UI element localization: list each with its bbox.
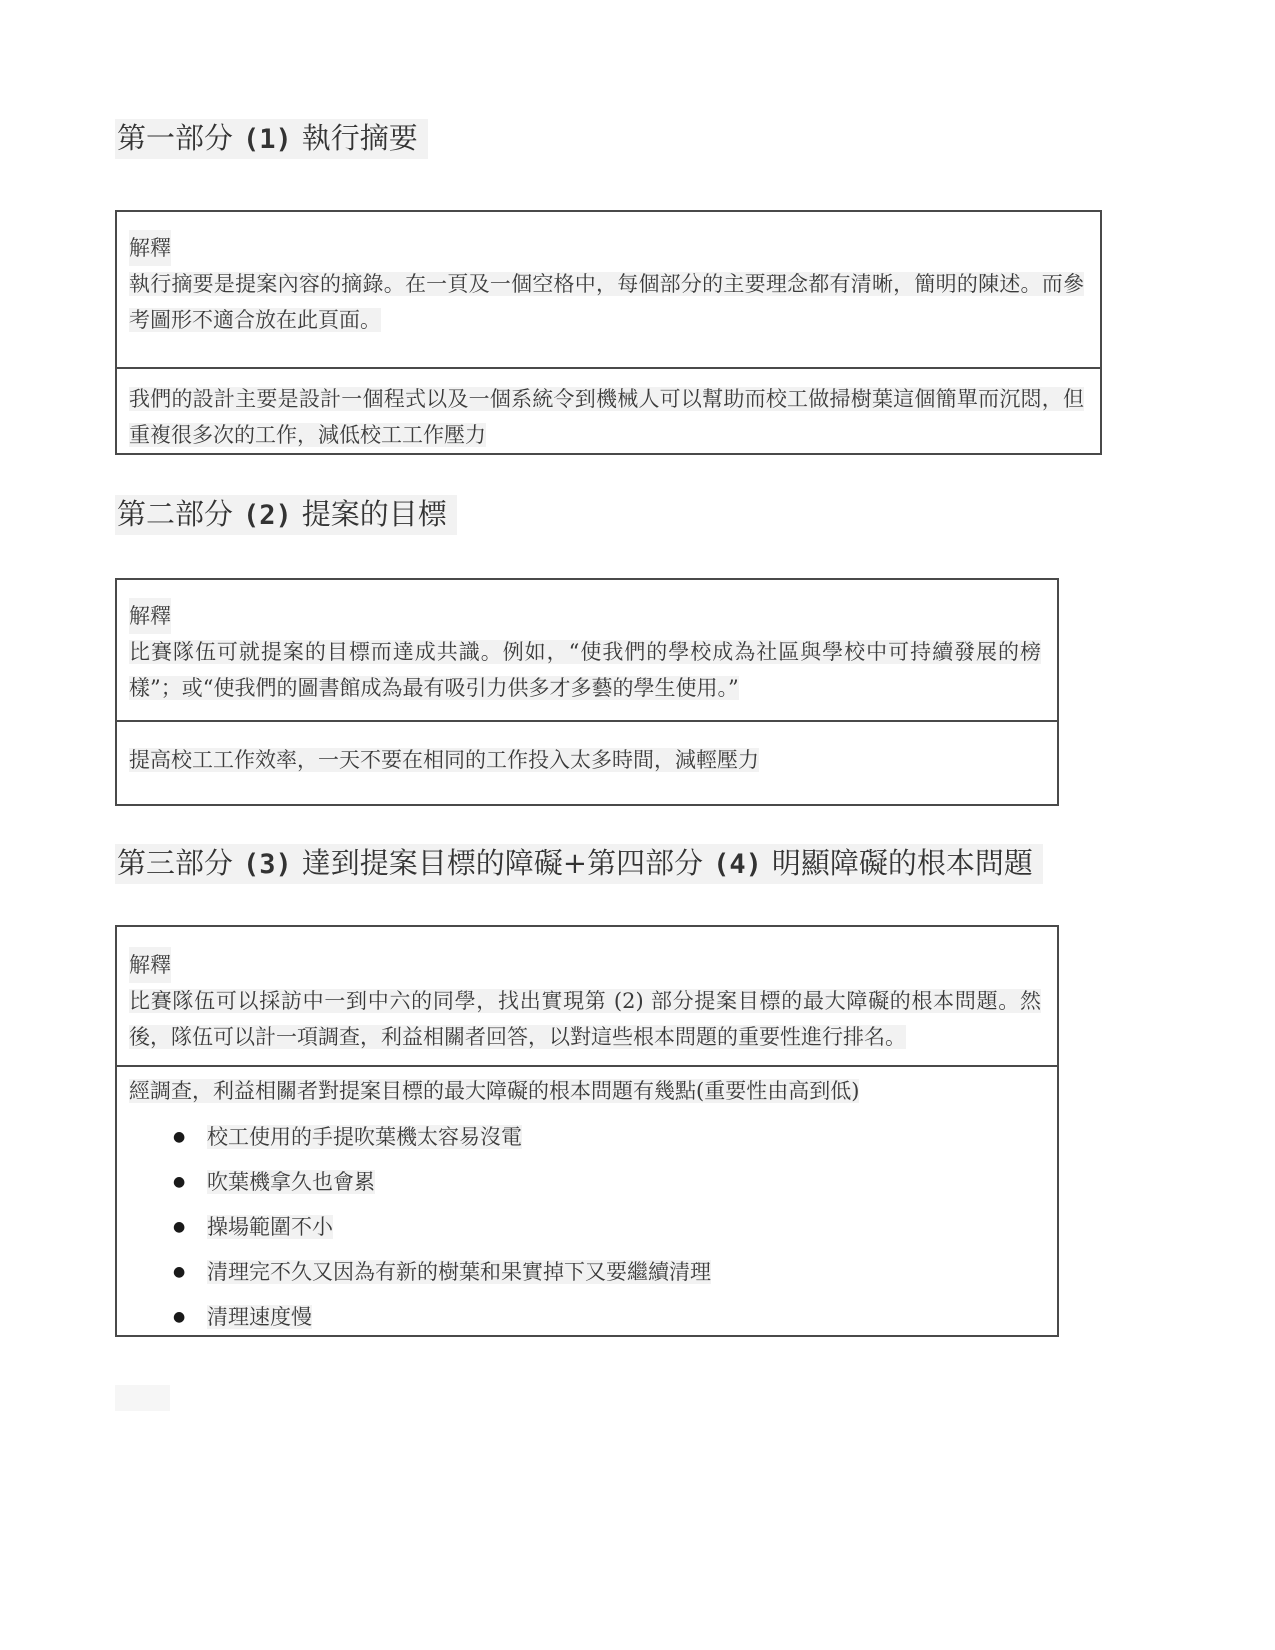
section-3-explain-cell [117,927,1057,1067]
root-problem-item [173,1254,1041,1290]
root-problem-text: 清理速度慢 [207,1305,312,1329]
heading-part: 達到提案目標的障礙+第四部分 [301,846,704,880]
heading-part: 執行摘要 [301,121,418,155]
section-3-explain-text: 比賽隊伍可以採訪中一到中六的同學，找出實現第 (2) 部分提案目標的最大障礙的根本問題。然後，隊伍可以計一項調查，利益相關者回答，以對這些根本問題的重要性進行排名。 [129,989,1041,1049]
section-1-explain-cell [117,212,1100,369]
bullet-icon: ● [173,1264,186,1280]
root-problem-text: 吹葉機拿久也會累 [207,1170,375,1194]
root-problem-text: 操場範圍不小 [207,1215,333,1239]
heading-part: 提案的目標 [301,497,447,531]
bullet-icon: ● [173,1219,186,1235]
heading-part: 明顯障礙的根本問題 [771,846,1033,880]
section-1-box [115,210,1102,455]
section-2-explain-cell [117,580,1057,722]
section-1-heading-text [115,119,428,159]
section-3-answer-cell [117,1067,1057,1335]
section-1-answer-text: 我們的設計主要是設計一個程式以及一個系統令到機械人可以幫助而校工做掃樹葉這個簡單而沉悶，但重複很多次的工作，減低校工工作壓力 [129,387,1084,447]
bullet-icon: ● [173,1309,186,1325]
heading-part: 第一部分 [117,121,234,155]
section-3-heading [115,843,1043,885]
section-2-explain-text: 比賽隊伍可就提案的目標而達成共識。例如，“使我們的學校成為社區與學校中可持續發展的榜樣”；或“使我們的圖書館成為最有吸引力供多才多藝的學生使用。” [129,640,1041,700]
empty-highlight-placeholder [115,1385,170,1411]
heading-part: 第二部分 [117,497,234,531]
bullet-icon: ● [173,1174,186,1190]
heading-part: (2) [243,500,292,531]
explain-label: 解釋 [129,598,1041,634]
heading-part: (4) [713,849,762,880]
root-problem-text: 清理完不久又因為有新的樹葉和果實掉下又要繼續清理 [207,1260,711,1284]
section-2-answer-cell [117,722,1057,804]
section-1-answer-cell [117,369,1100,453]
section-1-heading [115,118,428,160]
section-1-explain-text: 執行摘要是提案內容的摘錄。在一頁及一個空格中，每個部分的主要理念都有清晰，簡明的陳述。而參考圖形不適合放在此頁面。 [129,272,1084,332]
section-3-heading-text [115,844,1043,884]
bullet-icon: ● [173,1129,186,1145]
heading-part: (1) [243,124,292,155]
explain-label: 解釋 [129,230,1084,266]
explain-label: 解釋 [129,947,1041,983]
heading-part: (3) [243,849,292,880]
section-3-answer-intro: 經調查，利益相關者對提案目標的最大障礙的根本問題有幾點(重要性由高到低) [129,1079,860,1103]
section-2-heading-text [115,495,457,535]
root-problem-item [173,1164,1041,1200]
section-2-answer-text: 提高校工工作效率，一天不要在相同的工作投入太多時間，減輕壓力 [129,748,759,772]
root-problem-item [173,1119,1041,1155]
section-2-box [115,578,1059,806]
root-problem-text: 校工使用的手提吹葉機太容易沒電 [207,1125,522,1149]
heading-part: 第三部分 [117,846,234,880]
root-problems-list [129,1119,1041,1335]
section-3-box [115,925,1059,1337]
root-problem-item [173,1299,1041,1335]
root-problem-item [173,1209,1041,1245]
section-2-heading [115,494,457,536]
